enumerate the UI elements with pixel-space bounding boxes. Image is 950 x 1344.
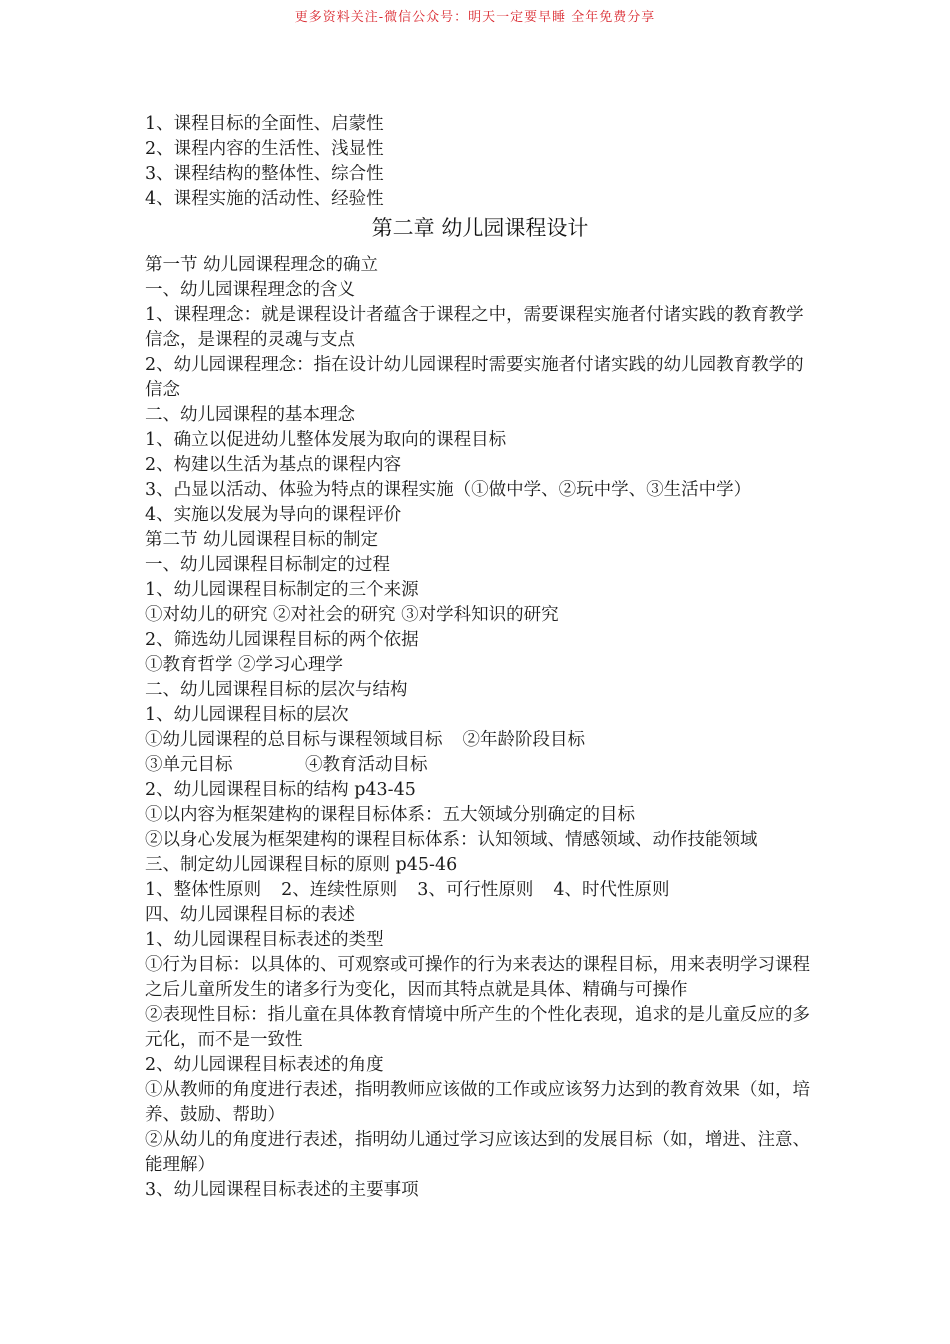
subpart-title: 1、幼儿园课程目标的层次 — [145, 705, 349, 725]
definition-paragraph: 2、幼儿园课程理念：指在设计幼儿园课程时需要实施者付诸实践的幼儿园教育教学的信念 — [145, 355, 804, 400]
part-title: 二、幼儿园课程目标的层次与结构 — [145, 680, 408, 700]
intro-item: 1、课程目标的全面性、启蒙性 — [145, 114, 384, 134]
list-item: ②表现性目标：指儿童在具体教育情境中所产生的个性化表现，追求的是儿童反应的多元化，而不是一致性 — [145, 1005, 810, 1050]
intro-item: 4、课程实施的活动性、经验性 — [145, 189, 384, 209]
subpart-title: 3、幼儿园课程目标表述的主要事项 — [145, 1180, 419, 1200]
list-item: ②以身心发展为框架建构的课程目标体系：认知领域、情感领域、动作技能领域 — [145, 830, 758, 850]
section-title: 第一节 幼儿园课程理念的确立 — [145, 255, 379, 275]
part-title: 二、幼儿园课程的基本理念 — [145, 405, 355, 425]
list-item: 1、确立以促进幼儿整体发展为取向的课程目标 — [145, 430, 507, 450]
section-title: 第二节 幼儿园课程目标的制定 — [145, 530, 379, 550]
subpart-title: 1、幼儿园课程目标制定的三个来源 — [145, 580, 419, 600]
list-item: ①从教师的角度进行表述，指明教师应该做的工作或应该努力达到的教育效果（如，培养、鼓励、帮助） — [145, 1080, 810, 1125]
subpart-title: 2、筛选幼儿园课程目标的两个依据 — [145, 630, 419, 650]
principles-row — [145, 878, 815, 903]
part-title: 三、制定幼儿园课程目标的原则 p45-46 — [145, 855, 458, 875]
page-header-banner: 更多资料关注-微信公众号：明天一定要早睡 全年免费分享 — [294, 10, 656, 25]
level-row — [145, 728, 815, 753]
document-body — [145, 112, 815, 1203]
chapter-title: 第二章 幼儿园课程设计 — [371, 216, 589, 240]
list-item: 3、凸显以活动、体验为特点的课程实施（①做中学、②玩中学、③生活中学） — [145, 480, 752, 500]
level-item: ②年龄阶段目标 — [462, 730, 585, 750]
principle-item: 2、连续性原则 — [281, 880, 398, 900]
subpart-title: 1、幼儿园课程目标表述的类型 — [145, 930, 384, 950]
list-item: ②从幼儿的角度进行表述，指明幼儿通过学习应该达到的发展目标（如，增进、注意、能理解） — [145, 1130, 810, 1175]
subpart-title: 2、幼儿园课程目标表述的角度 — [145, 1055, 384, 1075]
intro-item: 3、课程结构的整体性、综合性 — [145, 164, 384, 184]
list-item: 2、构建以生活为基点的课程内容 — [145, 455, 402, 475]
list-item: ①对幼儿的研究 ②对社会的研究 ③对学科知识的研究 — [145, 605, 559, 625]
part-title: 一、幼儿园课程理念的含义 — [145, 280, 355, 300]
list-item: ①教育哲学 ②学习心理学 — [145, 655, 344, 675]
list-item: ①行为目标：以具体的、可观察或可操作的行为来表达的课程目标，用来表明学习课程之后儿童所发生的诸多行为变化，因而其特点就是具体、精确与可操作 — [145, 955, 810, 1000]
part-title: 一、幼儿园课程目标制定的过程 — [145, 555, 390, 575]
part-title: 四、幼儿园课程目标的表述 — [145, 905, 355, 925]
level-item: ①幼儿园课程的总目标与课程领域目标 — [145, 730, 443, 750]
intro-item: 2、课程内容的生活性、浅显性 — [145, 139, 384, 159]
principle-item: 3、可行性原则 — [417, 880, 534, 900]
subpart-title: 2、幼儿园课程目标的结构 p43-45 — [145, 780, 416, 800]
level-item: ④教育活动目标 — [305, 755, 428, 775]
list-item: 4、实施以发展为导向的课程评价 — [145, 505, 402, 525]
list-item: ①以内容为框架建构的课程目标体系：五大领域分别确定的目标 — [145, 805, 635, 825]
principle-item: 1、整体性原则 — [145, 880, 262, 900]
level-item: ③单元目标 — [145, 755, 233, 775]
principle-item: 4、时代性原则 — [553, 880, 670, 900]
definition-paragraph: 1、课程理念：就是课程设计者蕴含于课程之中，需要课程实施者付诸实践的教育教学信念，是课程的灵魂与支点 — [145, 305, 804, 350]
level-row — [145, 753, 815, 778]
